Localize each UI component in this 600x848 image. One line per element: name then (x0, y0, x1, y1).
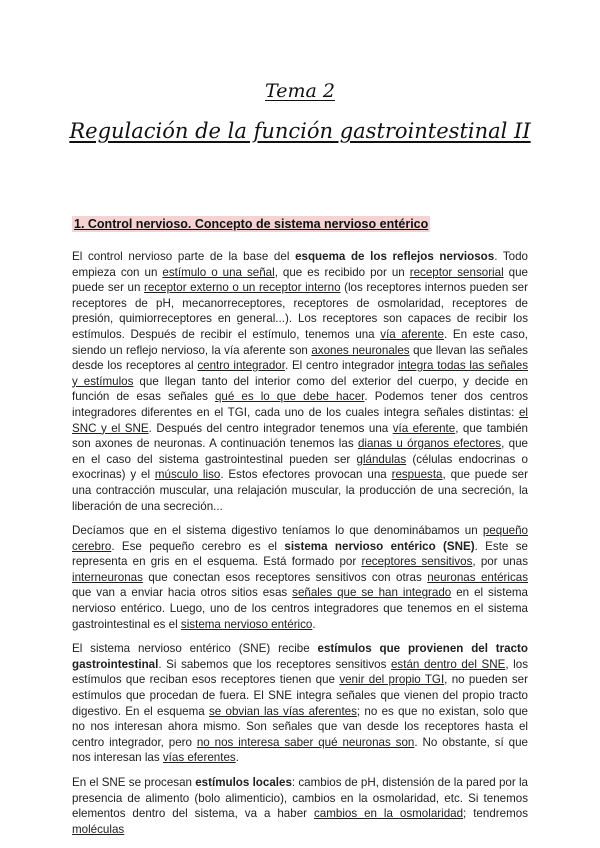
paragraph (72, 523, 528, 632)
text-run: . El centro integrador (284, 359, 399, 373)
text-run: que conectan esos receptores sensitivos con otras (142, 570, 428, 584)
text-run: . Este se representa en gris en el esquema. Está formado por (72, 539, 528, 569)
underlined-text: no nos interesa saber qué neuronas son (196, 735, 415, 749)
text-run: . Podemos tener dos centros integradores diferentes en el TGI, cada uno de los cuales integra señales distintas: (72, 390, 528, 419)
section-heading: 1. Control nervioso. Concepto de sistema nervioso entérico (74, 217, 429, 231)
underlined-text: axones neuronales (311, 343, 410, 357)
text-run: ; tendremos (463, 807, 528, 821)
text-run: . Todo empieza con un (72, 250, 529, 279)
text-run: . No obstante, sí que nos interesan las (72, 735, 528, 765)
underlined-text: músculo liso (154, 468, 221, 482)
underlined-text: pequeño cerebro (72, 524, 528, 553)
text-run: , los estímulos que reciban esos receptores tienen que (72, 657, 528, 687)
text-run: , que es recibido por un (274, 265, 410, 279)
text-run: , que también son axones de neuronas. A continuación tenemos las (72, 421, 528, 451)
underlined-text: glándulas (356, 452, 407, 466)
underlined-text: venir del propio TGI (339, 673, 445, 687)
text-run: , que puede ser una contracción muscular, una relajación muscular, la producción de una secreción, la liberación de una secreción... (72, 468, 528, 513)
underlined-text: sistema nervioso entérico (180, 617, 313, 631)
text-run: que van a enviar hacia otros sitios esas (72, 586, 293, 600)
underlined-text: el SNC y el SNE (72, 405, 528, 435)
text-run: (los receptores internos pueden ser receptores de pH, mecanorreceptores, receptores de osmolaridad, receptores de presión, quimiorreceptores en general...). Los receptores son capaces de recibir los estímulos. Después de recibir el estímulo, tenemos una (72, 281, 528, 341)
underlined-text: estímulo o una señal (162, 265, 275, 279)
underlined-text: vía eferente (392, 421, 456, 435)
text-run: . (235, 751, 239, 765)
document-title: Tema 2 (265, 80, 335, 102)
bold-text: estímulos locales (195, 776, 292, 789)
text-run: ; no es que no existan, solo que no nos interesan ahora mismo. Son señales que van desde los receptores hasta el centro integrador, pero (72, 704, 529, 749)
paragraph (72, 249, 528, 514)
text-run: . En este caso, siendo un reflejo nervioso, la vía aferente son (72, 327, 528, 357)
paragraph (72, 641, 528, 766)
underlined-text: receptor externo o un receptor interno (144, 281, 341, 295)
text-run: , por unas (472, 555, 528, 569)
underlined-text: respuesta (391, 468, 443, 482)
underlined-text: señales que se han integrado (292, 586, 452, 600)
underlined-text: qué es lo que debe hacer (214, 390, 365, 404)
underlined-text: dianas u órganos efectores (357, 437, 502, 451)
underlined-text: interneuronas (72, 570, 143, 584)
underlined-text: cambios en la osmolaridad (313, 807, 464, 821)
text-run: El control nervioso parte de la base del (72, 250, 296, 263)
underlined-text: centro integrador (197, 359, 285, 373)
text-run: . Después del centro integrador tenemos una (148, 421, 393, 435)
underlined-text: están dentro del SNE (390, 657, 506, 671)
text-run: (células endocrinas o exocrinas) y el (72, 452, 528, 482)
paragraph (72, 775, 528, 837)
text-run: que llevan las señales desde los receptores al (72, 343, 528, 373)
text-run: . (312, 617, 316, 631)
body-text (72, 249, 528, 846)
document-subtitle: Regulación de la función gastrointestinal II (69, 119, 531, 143)
bold-text: estímulos que provienen del tracto gastrointestinal (72, 642, 529, 671)
text-run: , no pueden ser estímulos que procedan de fuera. El SNE integra señales que vienen del propio tracto digestivo. En el esquema (72, 673, 528, 718)
underlined-text: receptores sensitivos (361, 555, 473, 569)
bold-text: esquema de los reflejos nerviosos (295, 250, 495, 263)
underlined-text: receptor sensorial (409, 265, 504, 279)
underlined-text: neuronas entéricas (427, 570, 528, 584)
text-run: . Estos efectores provocan una (220, 468, 392, 482)
text-run: Decíamos que en el sistema digestivo teníamos lo que denominábamos un (72, 524, 483, 538)
text-run: , que en el caso del sistema gastrointestinal pueden ser (72, 437, 528, 466)
text-run: . Ese pequeño cerebro es el (111, 539, 285, 553)
text-run: : cambios de pH, distensión de la pared por la presencia de alimento (bolo alimenticio), cambios en la osmolaridad, etc. Si tenemos elementos dentro del sistema, va a haber (72, 776, 528, 821)
underlined-text: vía aferente (380, 327, 444, 341)
text-run: En el SNE se procesan (72, 776, 196, 789)
underlined-text: se obvian las vías aferentes (208, 704, 357, 718)
bold-text: sistema nervioso entérico (SNE) (284, 539, 475, 553)
text-run: El sistema nervioso entérico (SNE) recibe (72, 642, 318, 656)
text-run: que puede ser un (72, 265, 528, 295)
text-run: que llegan tanto del interior como del exterior del cuerpo, y decide en función de esas señales (72, 374, 528, 404)
text-run: en el sistema nervioso entérico. Luego, uno de los centros integradores que tenemos en el sistema gastrointestinal es el (72, 586, 528, 631)
underlined-text: vías eferentes (162, 751, 236, 765)
underlined-text: integra todas las señales y estímulos (72, 359, 528, 388)
underlined-text: moléculas (72, 822, 125, 836)
text-run: . Si sabemos que los receptores sensitivos (158, 657, 391, 671)
